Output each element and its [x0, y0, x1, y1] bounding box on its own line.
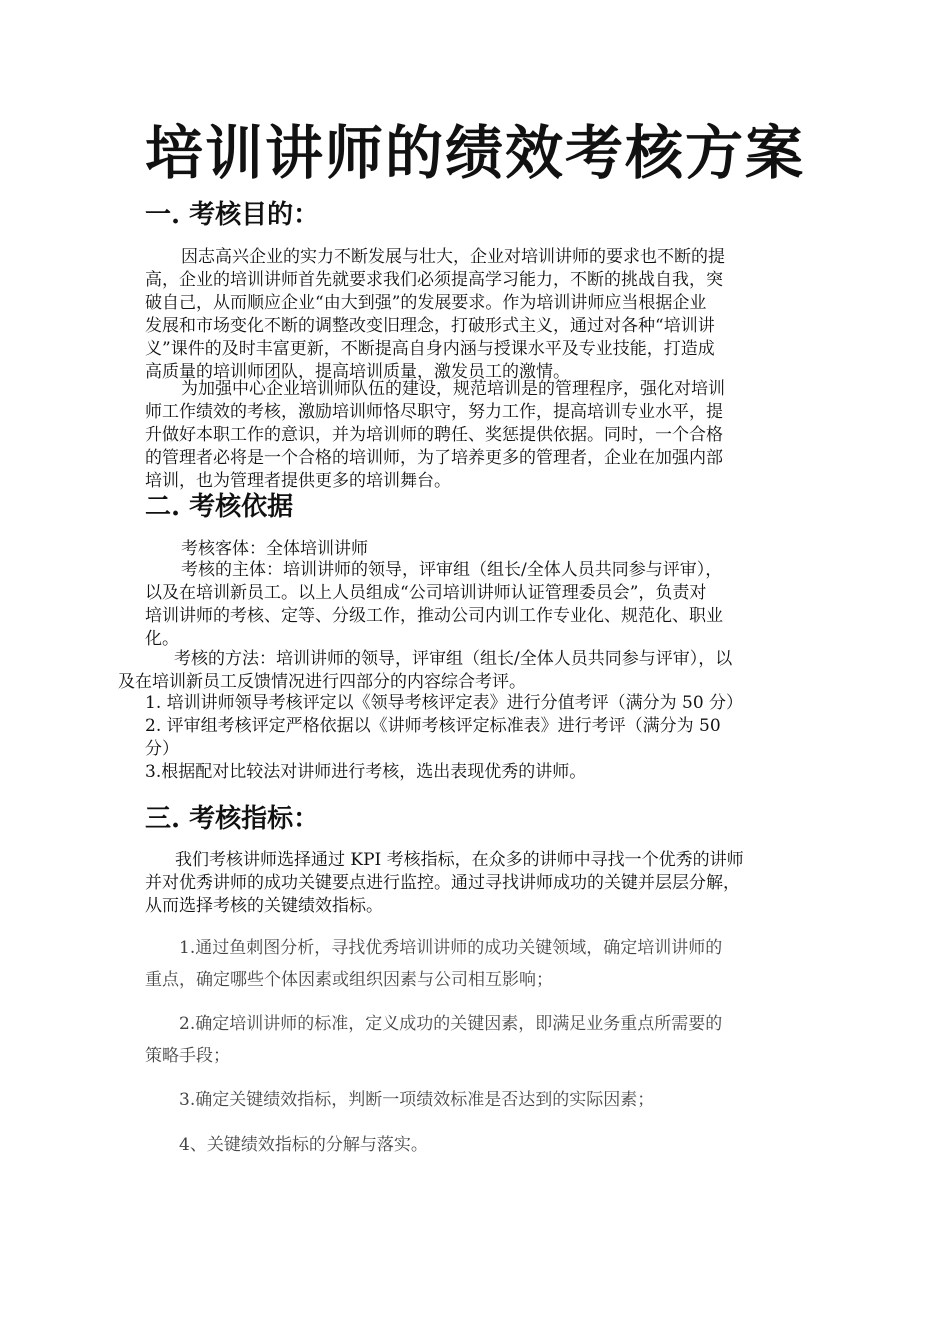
- text-line: 发展和市场变化不断的调整改变旧理念，打破形式主义，通过对各种“培训讲: [145, 316, 715, 336]
- text-line: 从而选择考核的关键绩效指标。: [145, 896, 383, 916]
- list-item: 1. 培训讲师领导考核评定以《领导考核评定表》进行分值考评（满分为 50 分）: [145, 693, 744, 713]
- text-line: 2.确定培训讲师的标准，定义成功的关键因素，即满足业务重点所需要的: [179, 1014, 723, 1034]
- document-title: 培训讲师的绩效考核方案: [144, 119, 805, 187]
- paragraph-purpose-1: [145, 246, 805, 384]
- text-line: 的管理者必将是一个合格的培训师，为了培养更多的管理者，企业在加强内部: [145, 448, 723, 468]
- text-line: 及在培训新员工反馈情况进行四部分的内容综合考评。: [118, 672, 526, 692]
- text-line: 化。: [145, 629, 179, 649]
- section-heading-indicators: 三. 考核指标：: [145, 804, 320, 834]
- text-line: 为加强中心企业培训师队伍的建设，规范培训是的管理程序，强化对培训: [181, 379, 725, 399]
- text-line: 升做好本职工作的意识，并为培训师的聘任、奖惩提供依据。同时，一个合格: [145, 425, 723, 445]
- list-item: 3.根据配对比较法对讲师进行考核，选出表现优秀的讲师。: [145, 762, 587, 782]
- paragraph-assessment-method: [118, 648, 818, 694]
- assessment-items-list: [145, 692, 805, 784]
- text-line: 3.确定关键绩效指标，判断一项绩效标准是否达到的实际因素；: [179, 1090, 655, 1110]
- paragraph-purpose-2: [145, 378, 805, 493]
- text-line: 策略手段；: [145, 1046, 230, 1066]
- text-line: 考核客体：全体培训讲师: [181, 539, 368, 559]
- text-line: 师工作绩效的考核，激励培训师恪尽职守，努力工作，提高培训专业水平，提: [145, 402, 723, 422]
- text-line: 义”课件的及时丰富更新，不断提高自身内涵与授课水平及专业技能，打造成: [145, 339, 715, 359]
- text-line: 培训讲师的考核、定等、分级工作，推动公司内训工作专业化、规范化、职业: [145, 606, 723, 626]
- section-heading-basis: 二. 考核依据: [145, 492, 294, 522]
- text-line: 考核的方法：培训讲师的领导，评审组（组长/全体人员共同参与评审），以: [174, 649, 733, 669]
- text-line: 破自己，从而顺应企业“由大到强”的发展要求。作为培训讲师应当根据企业: [145, 293, 707, 313]
- paragraph-assessment-subject: [145, 559, 805, 651]
- list-item: 2. 评审组考核评定严格依据以《讲师考核评定标准表》进行考评（满分为 50: [145, 716, 721, 736]
- paragraph-assessment-object: [145, 538, 805, 561]
- text-line: 因志高兴企业的实力不断发展与壮大，企业对培训讲师的要求也不断的提: [181, 247, 725, 267]
- text-line: 1.通过鱼刺图分析，寻找优秀培训讲师的成功关键领域，确定培训讲师的: [179, 938, 723, 958]
- list-item: 分）: [145, 739, 179, 759]
- text-line: 4、关键绩效指标的分解与落实。: [179, 1135, 428, 1155]
- text-line: 我们考核讲师选择通过 KPI 考核指标，在众多的讲师中寻找一个优秀的讲师: [175, 850, 744, 870]
- text-line: 以及在培训新员工。以上人员组成“公司培训讲师认证管理委员会”，负责对: [145, 583, 707, 603]
- text-line: 并对优秀讲师的成功关键要点进行监控。通过寻找讲师成功的关键并层层分解，: [145, 873, 740, 893]
- step-3: [145, 1084, 805, 1116]
- step-1: [145, 932, 805, 996]
- text-line: 培训，也为管理者提供更多的培训舞台。: [145, 471, 451, 491]
- step-4: [145, 1129, 805, 1161]
- text-line: 高质量的培训师团队，提高培训质量，激发员工的激情。: [145, 362, 570, 382]
- text-line: 高，企业的培训讲师首先就要求我们必须提高学习能力，不断的挑战自我，突: [145, 270, 723, 290]
- section-heading-purpose: 一. 考核目的：: [145, 200, 320, 230]
- text-line: 考核的主体：培训讲师的领导，评审组（组长/全体人员共同参与评审），: [181, 560, 723, 580]
- paragraph-indicators-intro: [145, 849, 815, 918]
- step-2: [145, 1008, 805, 1072]
- text-line: 重点，确定哪些个体因素或组织因素与公司相互影响；: [145, 970, 553, 990]
